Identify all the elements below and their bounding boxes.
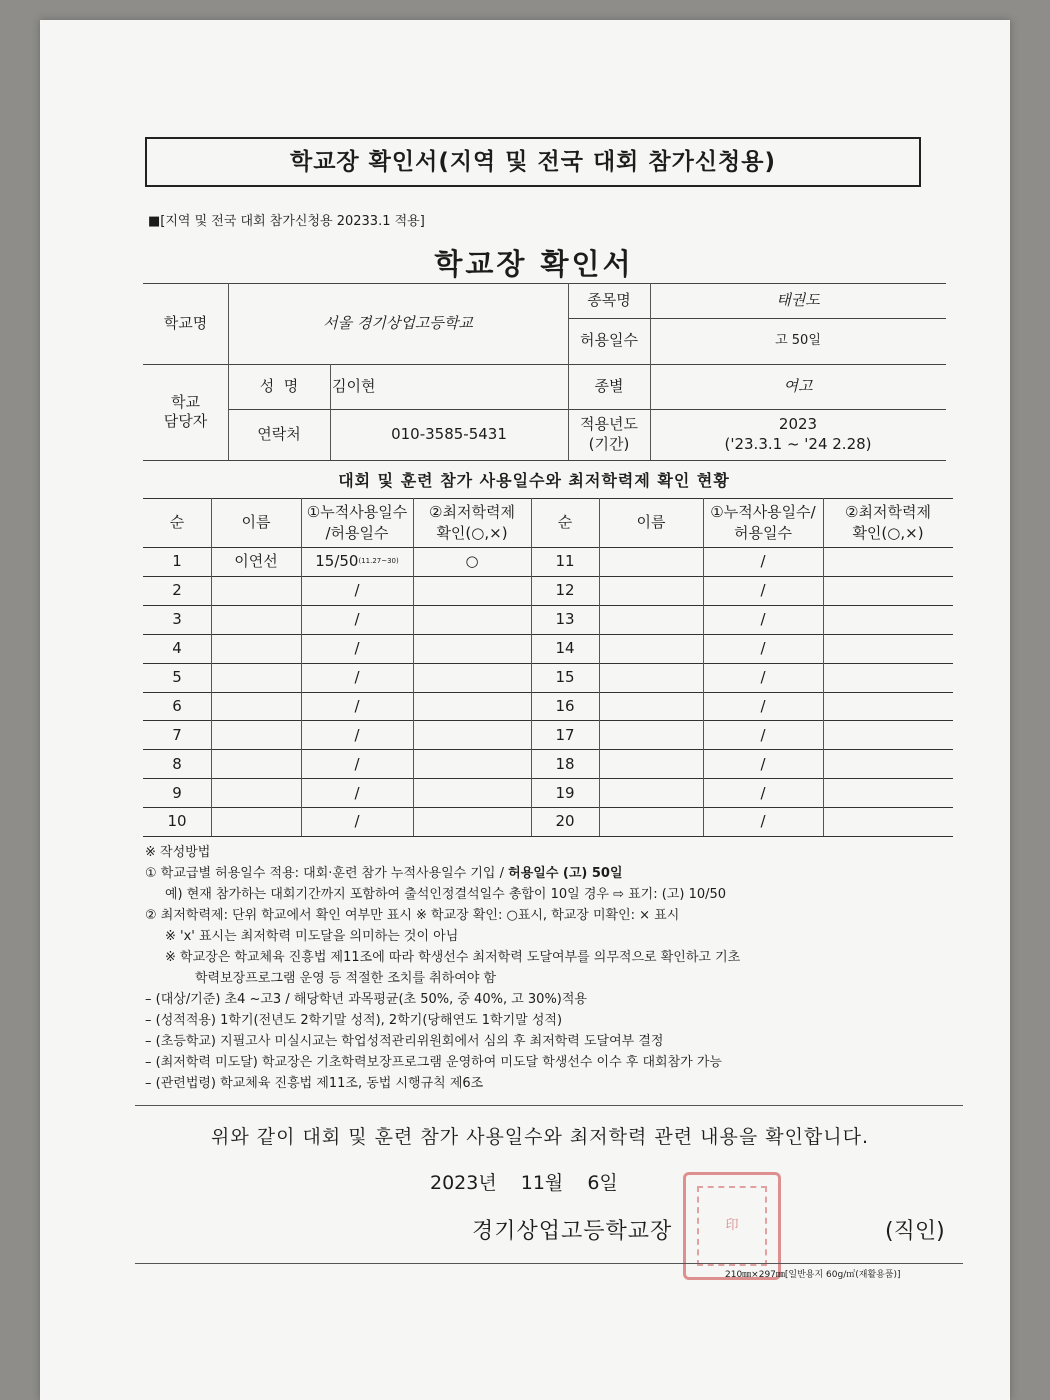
row-days-right: / xyxy=(760,610,766,629)
row-check-right xyxy=(823,720,953,749)
row-check-right xyxy=(823,778,953,807)
note-2-b2: 학력보장프로그램 운영 등 적절한 조치를 취하여야 함 xyxy=(195,971,497,986)
row-number: 6 xyxy=(172,696,182,715)
detail-3: – (초등학교) 지필고사 미실시교는 학업성적관리위원회에서 심의 후 최저학력 도달여부 결정 xyxy=(145,1034,664,1049)
row-days-value: / xyxy=(354,696,360,715)
note-2-b1: ※ 학교장은 학교체육 진흥법 제11조에 따라 학생선수 최저학력 도달여부를 의무적으로 확인하고 기초 xyxy=(165,950,741,965)
header-name-right: 이름 xyxy=(636,513,666,532)
row-check-right xyxy=(823,692,953,721)
row-check: ○ xyxy=(465,552,479,571)
note-1-text: ① 학교급별 허용일수 적용: 대회·훈련 참가 누적사용일수 기입 / xyxy=(145,866,509,881)
allowed-days-label: 허용일수 xyxy=(580,331,638,350)
row-check xyxy=(413,720,531,749)
row-check-right xyxy=(823,576,953,605)
row-name-right xyxy=(599,720,703,749)
row-name-right xyxy=(599,605,703,634)
row-days-right: / xyxy=(760,581,766,600)
row-check-right xyxy=(823,663,953,692)
row-number-right: 11 xyxy=(555,552,575,571)
row-days xyxy=(301,663,413,692)
confirmation-statement: 위와 같이 대회 및 훈련 참가 사용일수와 최저학력 관련 내용을 확인합니다. xyxy=(210,1126,870,1148)
school-name-value: 서울 경기상업고등학교 xyxy=(323,313,473,332)
bottom-divider xyxy=(135,1263,963,1264)
row-days-value: / xyxy=(354,610,360,629)
row-name xyxy=(211,663,301,692)
document-title-box: 학교장 확인서(지역 및 전국 대회 참가신청용) xyxy=(145,137,921,187)
row-name xyxy=(211,634,301,663)
sport-label: 종목명 xyxy=(587,290,631,309)
header-no-right: 순 xyxy=(557,513,573,532)
detail-2: – (성적적용) 1학기(전년도 2학기말 성적), 2학기(당해연도 1학기말 성적) xyxy=(145,1013,563,1028)
paper-spec: 210㎜×297㎜[일반용지 60g/㎡(재활용품)] xyxy=(725,1270,901,1280)
row-number-right: 20 xyxy=(555,812,575,831)
category-label: 종별 xyxy=(594,376,624,395)
row-name-right xyxy=(599,807,703,836)
seal-icon: 印 xyxy=(697,1186,767,1266)
row-days-value: / xyxy=(354,725,360,744)
issue-date: 2023년 11월 6일 xyxy=(430,1172,618,1194)
row-days-value: / xyxy=(354,812,360,831)
row-days xyxy=(301,634,413,663)
row-days-right: / xyxy=(760,754,766,773)
row-name: 이연선 xyxy=(234,552,278,571)
row-days xyxy=(301,692,413,721)
row-days-right: / xyxy=(760,639,766,657)
row-check-right xyxy=(823,605,953,634)
row-days-value: 15/50 xyxy=(315,552,359,571)
row-days-value: / xyxy=(354,639,360,657)
row-days xyxy=(301,605,413,634)
note-1-bold: 허용일수 (고) 50일 xyxy=(508,866,623,881)
row-number-right: 18 xyxy=(555,754,575,773)
divider xyxy=(135,1105,963,1106)
row-check xyxy=(413,778,531,807)
row-number: 1 xyxy=(172,552,182,571)
manager-label: 학교 담당자 xyxy=(163,392,208,430)
row-name-right xyxy=(599,663,703,692)
row-days xyxy=(301,807,413,836)
year-value: 2023 xyxy=(778,415,818,433)
row-days xyxy=(301,720,413,749)
row-check xyxy=(413,605,531,634)
header-check-right: ②최저학력제 확인(○,×) xyxy=(845,503,931,542)
row-name xyxy=(211,749,301,778)
row-name-right xyxy=(599,749,703,778)
row-number: 5 xyxy=(172,667,182,686)
header-days-right: ①누적사용일수/ 허용일수 xyxy=(710,503,816,542)
header-check: ②최저학력제 확인(○,×) xyxy=(429,503,515,542)
row-number: 7 xyxy=(172,725,182,744)
row-name xyxy=(211,692,301,721)
note-1-example: 예) 현재 참가하는 대회기간까지 포함하여 출석인정결석일수 총합이 10일 경우 ⇨ 표기: (고) 10/50 xyxy=(165,887,727,902)
header-no: 순 xyxy=(169,513,185,532)
note-1 xyxy=(145,863,965,884)
row-number: 9 xyxy=(172,783,182,802)
row-name-right xyxy=(599,576,703,605)
allowed-days-value: 고 50일 xyxy=(775,332,821,348)
row-number-right: 17 xyxy=(555,725,575,744)
participation-table xyxy=(143,498,953,836)
year-cell xyxy=(650,409,946,460)
row-check xyxy=(413,749,531,778)
row-number-right: 13 xyxy=(555,610,575,629)
row-check xyxy=(413,576,531,605)
row-days xyxy=(301,778,413,807)
period-value: ('23.3.1 ~ '24 2.28) xyxy=(724,434,872,453)
table-rule xyxy=(143,836,953,837)
row-days-right: / xyxy=(760,696,766,715)
row-days xyxy=(301,576,413,605)
row-check-right xyxy=(823,547,953,576)
manager-name-value: 김이현 xyxy=(332,376,376,395)
sport-value: 태권도 xyxy=(776,290,820,309)
row-name-right xyxy=(599,778,703,807)
row-days xyxy=(301,749,413,778)
row-check xyxy=(413,663,531,692)
header-name: 이름 xyxy=(241,513,271,532)
row-number: 8 xyxy=(172,754,182,773)
row-number: 10 xyxy=(167,812,187,831)
principal-signature: 경기상업고등학교장 xyxy=(472,1219,673,1244)
contact-label: 연락처 xyxy=(257,424,301,443)
row-check-right xyxy=(823,749,953,778)
notes-header: ※ 작성방법 xyxy=(145,845,211,860)
row-days-right: / xyxy=(760,812,766,831)
row-name xyxy=(211,807,301,836)
row-check xyxy=(413,807,531,836)
contact-value: 010-3585-5431 xyxy=(391,424,507,443)
document-page xyxy=(40,20,1010,1400)
school-info-table xyxy=(143,283,946,461)
row-number: 3 xyxy=(172,610,182,629)
row-number-right: 15 xyxy=(555,667,575,686)
row-name-right xyxy=(599,692,703,721)
row-days xyxy=(301,547,413,576)
row-check-right xyxy=(823,807,953,836)
row-days-value: / xyxy=(354,754,360,773)
year-label: 적용년도 (기간) xyxy=(580,415,638,453)
row-name-right xyxy=(599,634,703,663)
row-days-value: / xyxy=(354,581,360,600)
instructions xyxy=(145,842,965,1094)
seal-label: (직인) xyxy=(885,1219,945,1244)
row-number-right: 14 xyxy=(555,639,575,657)
table-rule xyxy=(143,498,953,499)
row-days-right: / xyxy=(760,783,766,802)
school-name-label: 학교명 xyxy=(163,313,208,332)
row-days-right: / xyxy=(760,552,766,571)
row-name-right xyxy=(599,547,703,576)
row-number-right: 16 xyxy=(555,696,575,715)
note-2-a: ※ 'x' 표시는 최저학력 미도달을 의미하는 것이 아님 xyxy=(165,929,459,944)
row-days-note: (11.27~30) xyxy=(358,556,399,565)
row-days-value: / xyxy=(354,783,360,802)
row-number-right: 19 xyxy=(555,783,575,802)
detail-4: – (최저학력 미도달) 학교장은 기초학력보장프로그램 운영하여 미도달 학생선수 이수 후 대회참가 가능 xyxy=(145,1055,722,1070)
row-check-right xyxy=(823,634,953,663)
row-number-right: 12 xyxy=(555,581,575,600)
detail-5: – (관련법령) 학교체육 진흥법 제11조, 동법 시행규칙 제6조 xyxy=(145,1076,484,1091)
row-check xyxy=(413,634,531,663)
form-version-note: ■[지역 및 전국 대회 참가신청용 20233.1 적용] xyxy=(148,214,425,229)
section-title: 대회 및 훈련 참가 사용일수와 최저학력제 확인 현황 xyxy=(338,471,730,490)
row-days-value: / xyxy=(354,667,360,686)
header-days: ①누적사용일수 /허용일수 xyxy=(306,503,408,542)
row-name xyxy=(211,720,301,749)
detail-1: – (대상/기준) 초4 ~고3 / 해당학년 과목평균(초 50%, 중 40%, 고 30%)적용 xyxy=(145,992,587,1007)
row-number: 4 xyxy=(172,639,182,657)
row-days-right: / xyxy=(760,725,766,744)
row-number: 2 xyxy=(172,581,182,600)
row-name xyxy=(211,605,301,634)
note-2: ② 최저학력제: 단위 학교에서 확인 여부만 표시 ※ 학교장 확인: ○표시, 학교장 미확인: × 표시 xyxy=(145,908,680,923)
row-check xyxy=(413,692,531,721)
row-name xyxy=(211,576,301,605)
manager-name-label: 성 명 xyxy=(259,376,299,395)
category-value: 여고 xyxy=(783,376,813,395)
row-days-right: / xyxy=(760,667,766,686)
page-title: 학교장 확인서 xyxy=(434,247,634,281)
row-name xyxy=(211,778,301,807)
